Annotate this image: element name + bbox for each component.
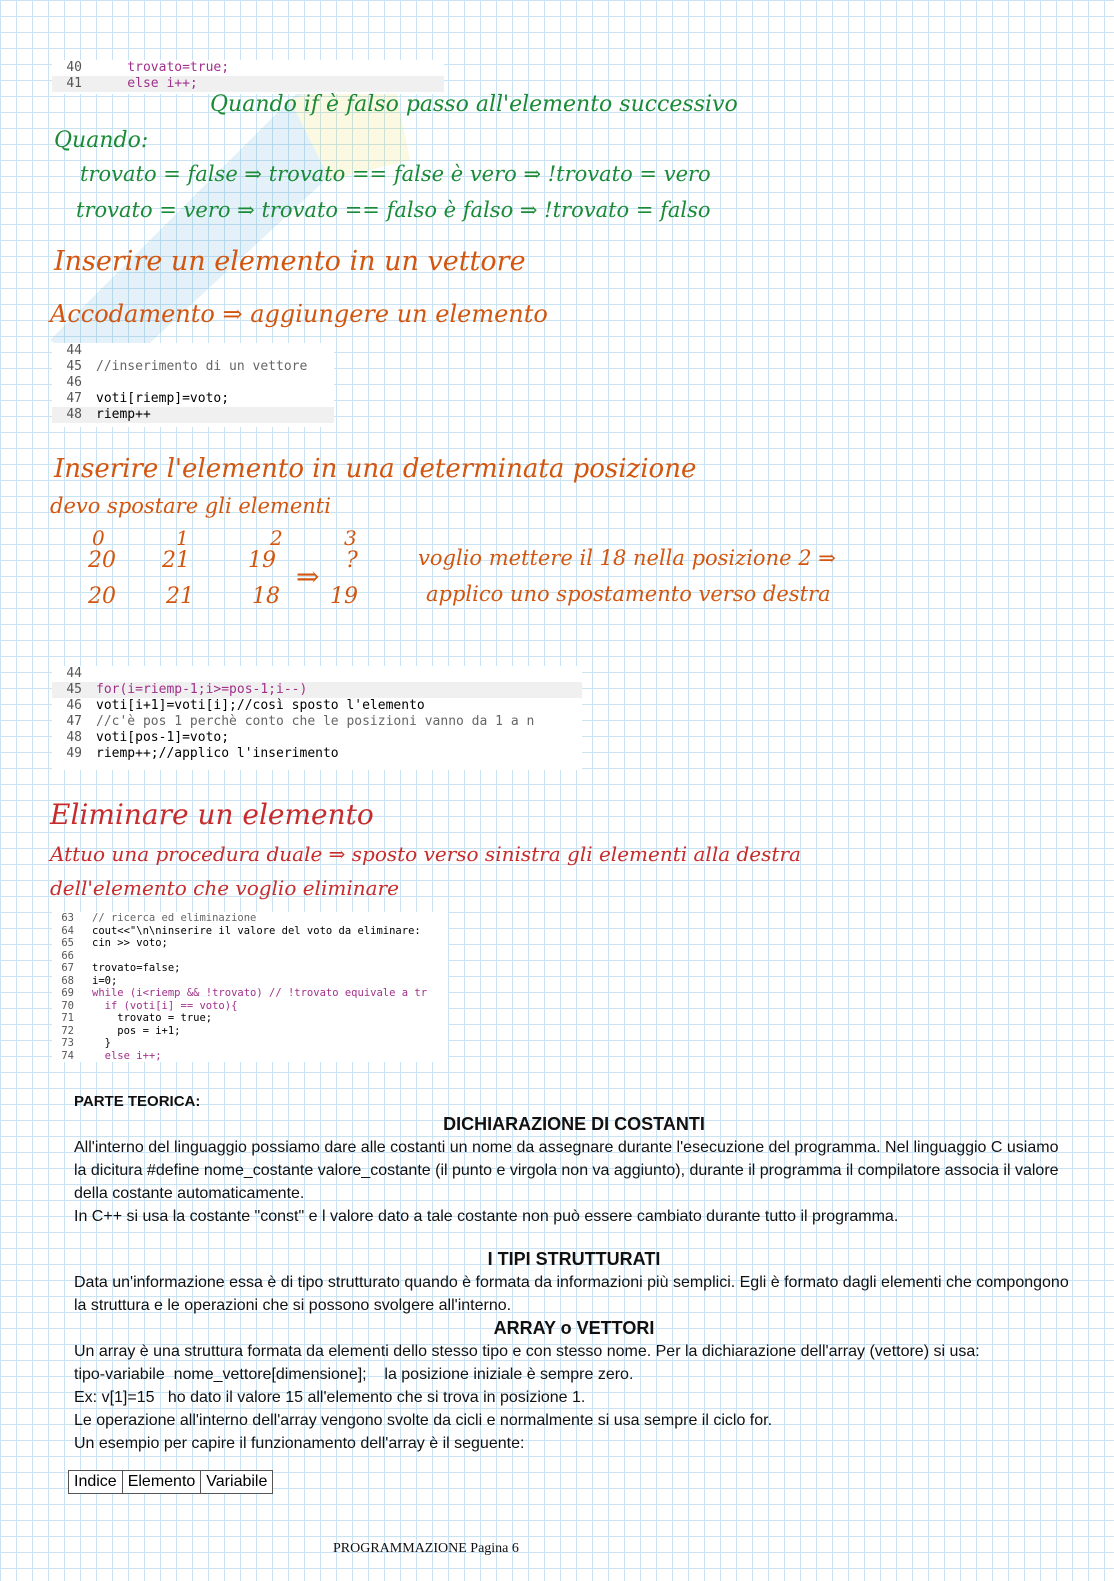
code-line: 49 riemp++;//applico l'inserimento: [66, 746, 339, 761]
array-table: [68, 1470, 273, 1494]
paragraph-array-syntax: tipo-variabile nome_vettore[dimensione]; la posizione iniziale è sempre zero.: [74, 1366, 634, 1383]
paragraph-array-def: Un array è una struttura formata da elementi dello stesso tipo e con stesso nome. Per la dichiarazione dell'array (vettore) si usa:: [74, 1343, 980, 1360]
code-line: 64 cout<<"\n\ninserire il valore del voto da eliminare:: [61, 924, 421, 937]
paragraph-tipi-strutturati: Data un'informazione essa è di tipo strutturato quando è formata da informazioni più semplici. Egli è formato dagli elementi che compongono la struttura e le operazioni che si possono svolgere all'interno.: [74, 1274, 1069, 1314]
code-line: 66: [61, 949, 74, 962]
code-snippet-append: [52, 343, 334, 427]
code-line: 72 pos = i+1;: [61, 1024, 181, 1037]
code-line: 45 //inserimento di un vettore: [66, 359, 308, 374]
code-snippet-insert-position: [52, 666, 582, 770]
note-elemento-eliminare: dell'elemento che voglio eliminare: [50, 876, 399, 900]
table-header-cell: Variabile: [201, 1471, 273, 1494]
array-row1-2: 19: [248, 548, 276, 573]
array-row1-3: ?: [346, 548, 358, 573]
code-line: 48 voti[pos-1]=voto;: [66, 730, 230, 745]
note-procedura-duale: Attuo una procedura duale ⇒ sposto verso sinistra gli elementi alla destra: [50, 842, 801, 866]
array-row2-2: 18: [252, 584, 280, 609]
paragraph-costanti: All'interno del linguaggio possiamo dare alle costanti un nome da assegnare durante l'esecuzione del programma. Nel linguaggio C usiamo la dicitura #define nome_costante valore_costante (il punto e virgola non va aggiunto), durante il programma il compilatore associa il valore della costante automaticamente.: [74, 1139, 1059, 1202]
paragraph-array-loops: Le operazione all'interno dell'array vengono svolte da cicli e normalmente si usa sempre il ciclo for.: [74, 1412, 773, 1429]
code-line: 70 if (voti[i] == voto){: [61, 999, 238, 1012]
code-line: 40 trovato=true;: [66, 60, 230, 75]
code-line: 44: [66, 666, 82, 681]
table-header-row: [69, 1471, 273, 1494]
code-line: 45 for(i=riemp-1;i>=pos-1;i--): [52, 682, 582, 698]
array-row1-0: 20: [88, 548, 116, 573]
heading-array-vettori: ARRAY o VETTORI: [493, 1318, 655, 1338]
code-line: 69 while (i<riemp && !trovato) // !trovato equivale a tr: [61, 987, 428, 999]
code-line: 47 //c'è pos 1 perchè conto che le posizioni vanno da 1 a n: [66, 714, 535, 729]
code-line: 71 trovato = true;: [61, 1012, 213, 1024]
array-index-0: 0: [92, 526, 105, 550]
paragraph-array-intro: Un esempio per capire il funzionamento dell'array è il seguente:: [74, 1435, 525, 1452]
note-spostamento-destra: applico uno spostamento verso destra: [426, 582, 831, 606]
array-index-3: 3: [344, 526, 357, 550]
array-arrow: ⇒: [296, 560, 320, 593]
code-line: 44: [66, 343, 82, 358]
table-header-cell: Indice: [69, 1471, 123, 1494]
code-line: 41 else i++;: [52, 76, 444, 92]
note-spostare: devo spostare gli elementi: [50, 494, 331, 518]
code-line: 46 voti[i+1]=voti[i];//così sposto l'elemento: [66, 698, 425, 713]
code-line: 68 i=0;: [61, 974, 118, 987]
array-index-1: 1: [176, 526, 189, 550]
code-line: 47 voti[riemp]=voto;: [66, 391, 230, 406]
code-line: 46: [66, 375, 82, 390]
code-line: 48 riemp++: [52, 407, 334, 423]
array-index-2: 2: [270, 526, 283, 550]
paragraph-array-example: Ex: v[1]=15 ho dato il valore 15 all'elemento che si trova in posizione 1.: [74, 1389, 586, 1406]
code-line: 63 // ricerca ed eliminazione: [61, 912, 257, 924]
array-row2-3: 19: [330, 584, 358, 609]
code-line: 65 cin >> voto;: [61, 937, 168, 949]
note-quando: Quando:: [54, 128, 149, 153]
note-accodamento: Accodamento ⇒ aggiungere un elemento: [50, 300, 548, 328]
heading-dichiarazione-costanti: DICHIARAZIONE DI COSTANTI: [443, 1114, 705, 1134]
paragraph-const: In C++ si usa la costante "const" e l valore dato a tale costante non può essere cambiato durante tutto il programma.: [74, 1208, 899, 1225]
table-header-cell: Elemento: [122, 1471, 201, 1494]
code-snippet-search-tail: [52, 60, 444, 94]
heading-inserire-posizione: Inserire l'elemento in una determinata posizione: [54, 454, 697, 484]
page-footer: PROGRAMMAZIONE Pagina 6: [333, 1541, 519, 1556]
heading-tipi-strutturati: I TIPI STRUTTURATI: [487, 1249, 661, 1269]
note-voglio-mettere: voglio mettere il 18 nella posizione 2 ⇒: [418, 546, 836, 570]
theory-label: PARTE TEORICA:: [74, 1093, 201, 1110]
heading-inserire-elemento: Inserire un elemento in un vettore: [54, 246, 526, 277]
note-trovato-vero: trovato = vero ⇒ trovato == falso è falso ⇒ !trovato = falso: [76, 198, 711, 222]
code-line: 73 }: [61, 1037, 111, 1049]
code-line: 67 trovato=false;: [61, 962, 181, 974]
note-trovato-false: trovato = false ⇒ trovato == false è vero ⇒ !trovato = vero: [80, 162, 711, 186]
note-if-false: Quando if è falso passo all'elemento successivo: [210, 92, 738, 117]
code-line: 74 else i++;: [61, 1049, 162, 1062]
heading-eliminare-elemento: Eliminare un elemento: [50, 798, 374, 831]
array-row2-1: 21: [166, 584, 194, 609]
array-row2-0: 20: [88, 584, 116, 609]
code-snippet-search-delete: [52, 912, 448, 1062]
array-row1-1: 21: [162, 548, 190, 573]
theory-section: [74, 1090, 1074, 1455]
